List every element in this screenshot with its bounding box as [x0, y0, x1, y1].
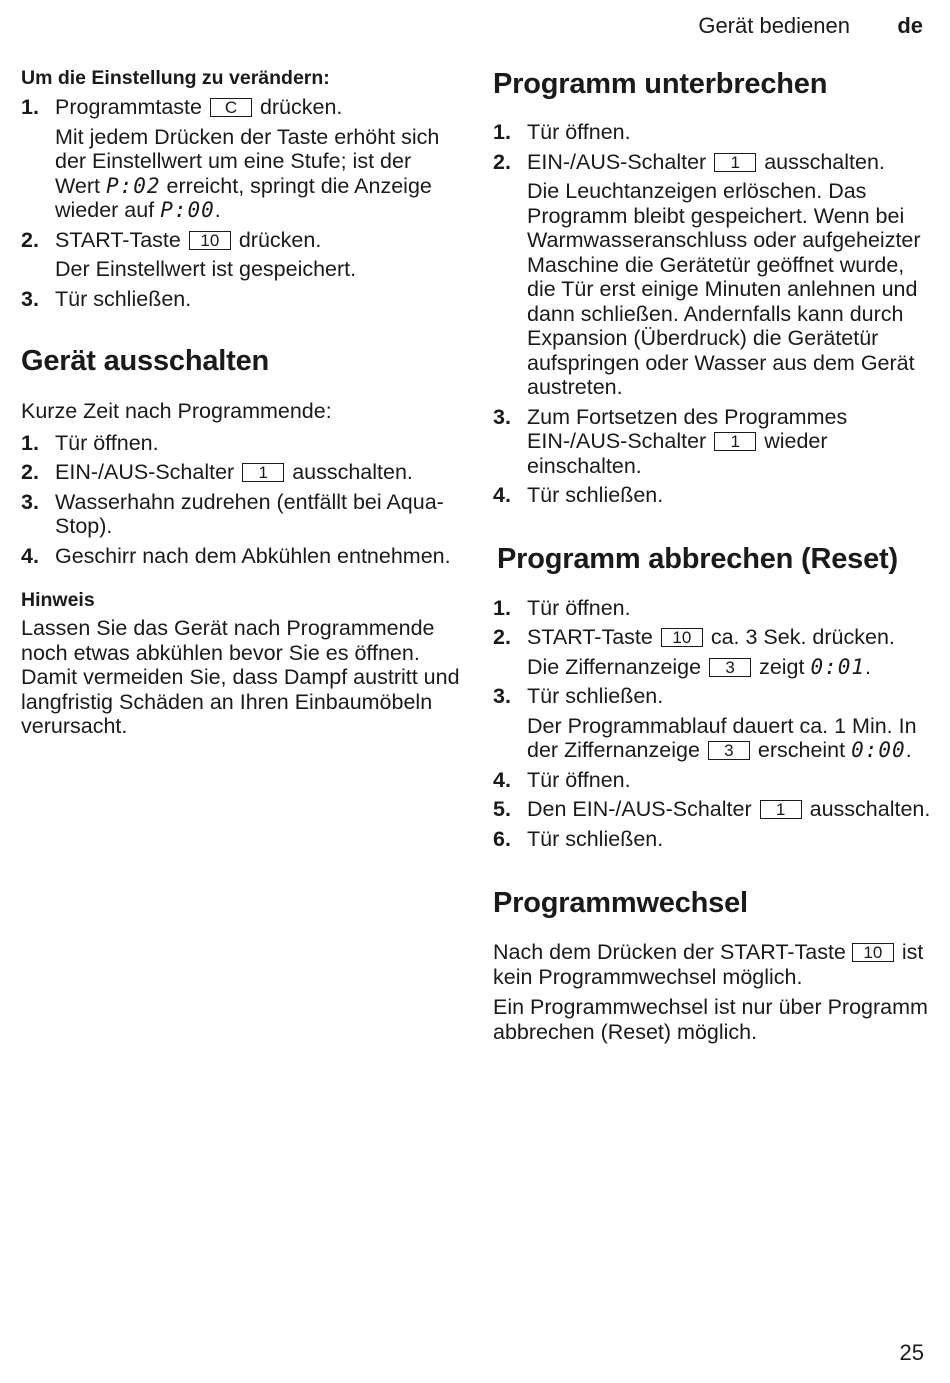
step-text: ausschalten.: [764, 149, 885, 174]
step-text: Tür öffnen.: [527, 595, 631, 620]
list-item: [493, 827, 933, 852]
step-text: START-Taste: [527, 625, 653, 649]
step-number: 3.: [21, 489, 39, 514]
list-item: [493, 120, 933, 145]
key-1-icon: 1: [760, 800, 802, 819]
section-intro: Kurze Zeit nach Programmende:: [21, 399, 332, 423]
step-text: Geschirr nach dem Abkühlen entnehmen.: [55, 543, 451, 568]
list-item: [21, 431, 461, 456]
step-note: [493, 655, 933, 680]
step-text: EIN-/AUS-Schalter: [527, 149, 707, 174]
paragraph-text: ist kein Programmwechsel möglich.: [493, 940, 924, 989]
note-text: Der Programmablauf dauert ca. 1 Min. In der Ziffernanzeige: [527, 713, 917, 762]
section-heading-programm-abbrechen: Programm abbrechen (Reset): [497, 542, 898, 575]
step-text: Programmtaste: [55, 95, 202, 119]
step-text: drücken.: [259, 95, 343, 119]
list-item: [493, 405, 933, 479]
step-text: START-Taste: [55, 227, 181, 252]
step-number: 2.: [21, 460, 39, 484]
note-text: Die Ziffernanzeige: [527, 654, 702, 679]
list-item: [493, 797, 933, 822]
step-number: 6.: [493, 826, 511, 851]
change-setting-heading: Um die Einstellung zu verändern:: [21, 67, 330, 89]
list-item: [493, 596, 933, 621]
step-text: Tür schließen.: [55, 286, 192, 311]
segment-display-value: 0:00: [851, 738, 906, 762]
note-text: .: [865, 654, 872, 679]
step-number: 1.: [493, 595, 511, 620]
hint-text: Lassen Sie das Gerät nach Programmende noch etwas abkühlen bevor Sie es öffnen. Damit vermeiden Sie, dass Dampf austritt und langfristig Schäden an Ihren Einbaumöbeln verursacht.: [21, 616, 460, 738]
key-1-icon: 1: [714, 432, 756, 451]
note-text: erreicht, springt die Anzeige wieder auf: [55, 173, 432, 222]
step-number: 2.: [493, 149, 511, 174]
page-header: [0, 13, 950, 43]
step-text: EIN-/AUS-Schalter: [55, 460, 235, 484]
segment-display-value: P:02: [105, 173, 161, 198]
hint-heading: Hinweis: [21, 589, 95, 611]
list-item: [21, 460, 461, 485]
step-note: Die Leuchtanzeigen erlöschen. Das Programm bleibt gespeichert. Wenn bei Warmwasseranschluss oder aufgeheizter Maschine die Gerätetür geöffnet wurde, die Tür erst einige Minuten anlehnen und dann schließen. Andernfalls kann durch Expansion (Überdruck) die Gerätetür aufspringen oder Wasser aus dem Gerät austreten.: [527, 179, 921, 399]
key-10-icon: 10: [852, 943, 894, 962]
note-text: Mit jedem Drücken der Taste erhöht sich der Einstellwert um eine Stufe; ist der Wert: [55, 124, 440, 198]
list-item: [21, 95, 461, 120]
step-text: Tür öffnen.: [55, 430, 159, 455]
step-number: 4.: [493, 767, 511, 792]
section-heading-geraet-ausschalten: Gerät ausschalten: [21, 345, 270, 377]
step-text: Zum Fortsetzen des Programmes EIN-/AUS-Schalter: [527, 404, 848, 453]
step-number: 2.: [493, 625, 511, 649]
step-number: 5.: [493, 797, 511, 821]
key-10-icon: 10: [661, 628, 703, 647]
right-column: [493, 66, 933, 1044]
step-number: 2.: [21, 227, 39, 252]
page-number: 25: [899, 1340, 924, 1365]
list-item: [493, 483, 933, 508]
key-c-icon: C: [210, 98, 252, 117]
step-text: Tür schließen.: [527, 483, 664, 507]
paragraph-text: Nach dem Drücken der START-Taste: [493, 940, 846, 964]
step-note: [493, 714, 933, 763]
key-10-icon: 10: [189, 231, 231, 250]
step-note: Der Einstellwert ist gespeichert.: [55, 257, 357, 281]
step-note: [21, 125, 461, 223]
key-3-icon: 3: [708, 741, 750, 760]
list-item: [21, 287, 461, 312]
step-text: drücken.: [238, 227, 322, 252]
list-item: [21, 544, 461, 569]
step-number: 1.: [21, 95, 39, 119]
step-number: 3.: [493, 684, 511, 708]
step-text: Wasserhahn zudrehen (entfällt bei Aqua-Stop).: [55, 489, 444, 538]
note-text: .: [905, 738, 912, 762]
key-1-icon: 1: [714, 153, 756, 172]
step-number: 3.: [493, 404, 511, 429]
program-change-text: Ein Programmwechsel ist nur über Programm abbrechen (Reset) möglich.: [493, 995, 928, 1044]
segment-display-value: 0:01: [810, 654, 866, 679]
step-text: Tür öffnen.: [527, 767, 631, 792]
step-text: wieder einschalten.: [527, 429, 828, 478]
step-text: Tür öffnen.: [527, 120, 631, 144]
key-1-icon: 1: [242, 463, 284, 482]
list-item: [493, 768, 933, 793]
step-number: 1.: [493, 120, 511, 144]
step-text: ca. 3 Sek. drücken.: [710, 625, 895, 649]
header-language-code: de: [897, 13, 923, 38]
list-item: [493, 625, 933, 650]
step-text: ausschalten.: [292, 460, 413, 484]
list-item: [493, 150, 933, 175]
step-number: 4.: [493, 483, 511, 507]
section-heading-programmwechsel: Programmwechsel: [493, 887, 748, 919]
step-number: 1.: [21, 430, 39, 455]
note-text: zeigt: [759, 654, 805, 679]
left-column: [21, 66, 461, 739]
list-item: [493, 684, 933, 709]
section-heading-programm-unterbrechen: Programm unterbrechen: [493, 68, 828, 100]
note-text: .: [214, 198, 221, 222]
note-text: erscheint: [757, 738, 846, 762]
list-item: [21, 490, 461, 539]
step-text: Tür schließen.: [527, 684, 664, 708]
step-text: Den EIN-/AUS-Schalter: [527, 797, 752, 821]
key-3-icon: 3: [709, 658, 751, 677]
step-text: ausschalten.: [809, 797, 931, 821]
step-number: 3.: [21, 286, 39, 311]
header-section-name: Gerät bedienen: [698, 13, 850, 38]
step-number: 4.: [21, 543, 39, 568]
list-item: [21, 228, 461, 253]
step-text: Tür schließen.: [527, 826, 664, 851]
program-change-text: [493, 940, 933, 989]
segment-display-value: P:00: [160, 198, 215, 222]
